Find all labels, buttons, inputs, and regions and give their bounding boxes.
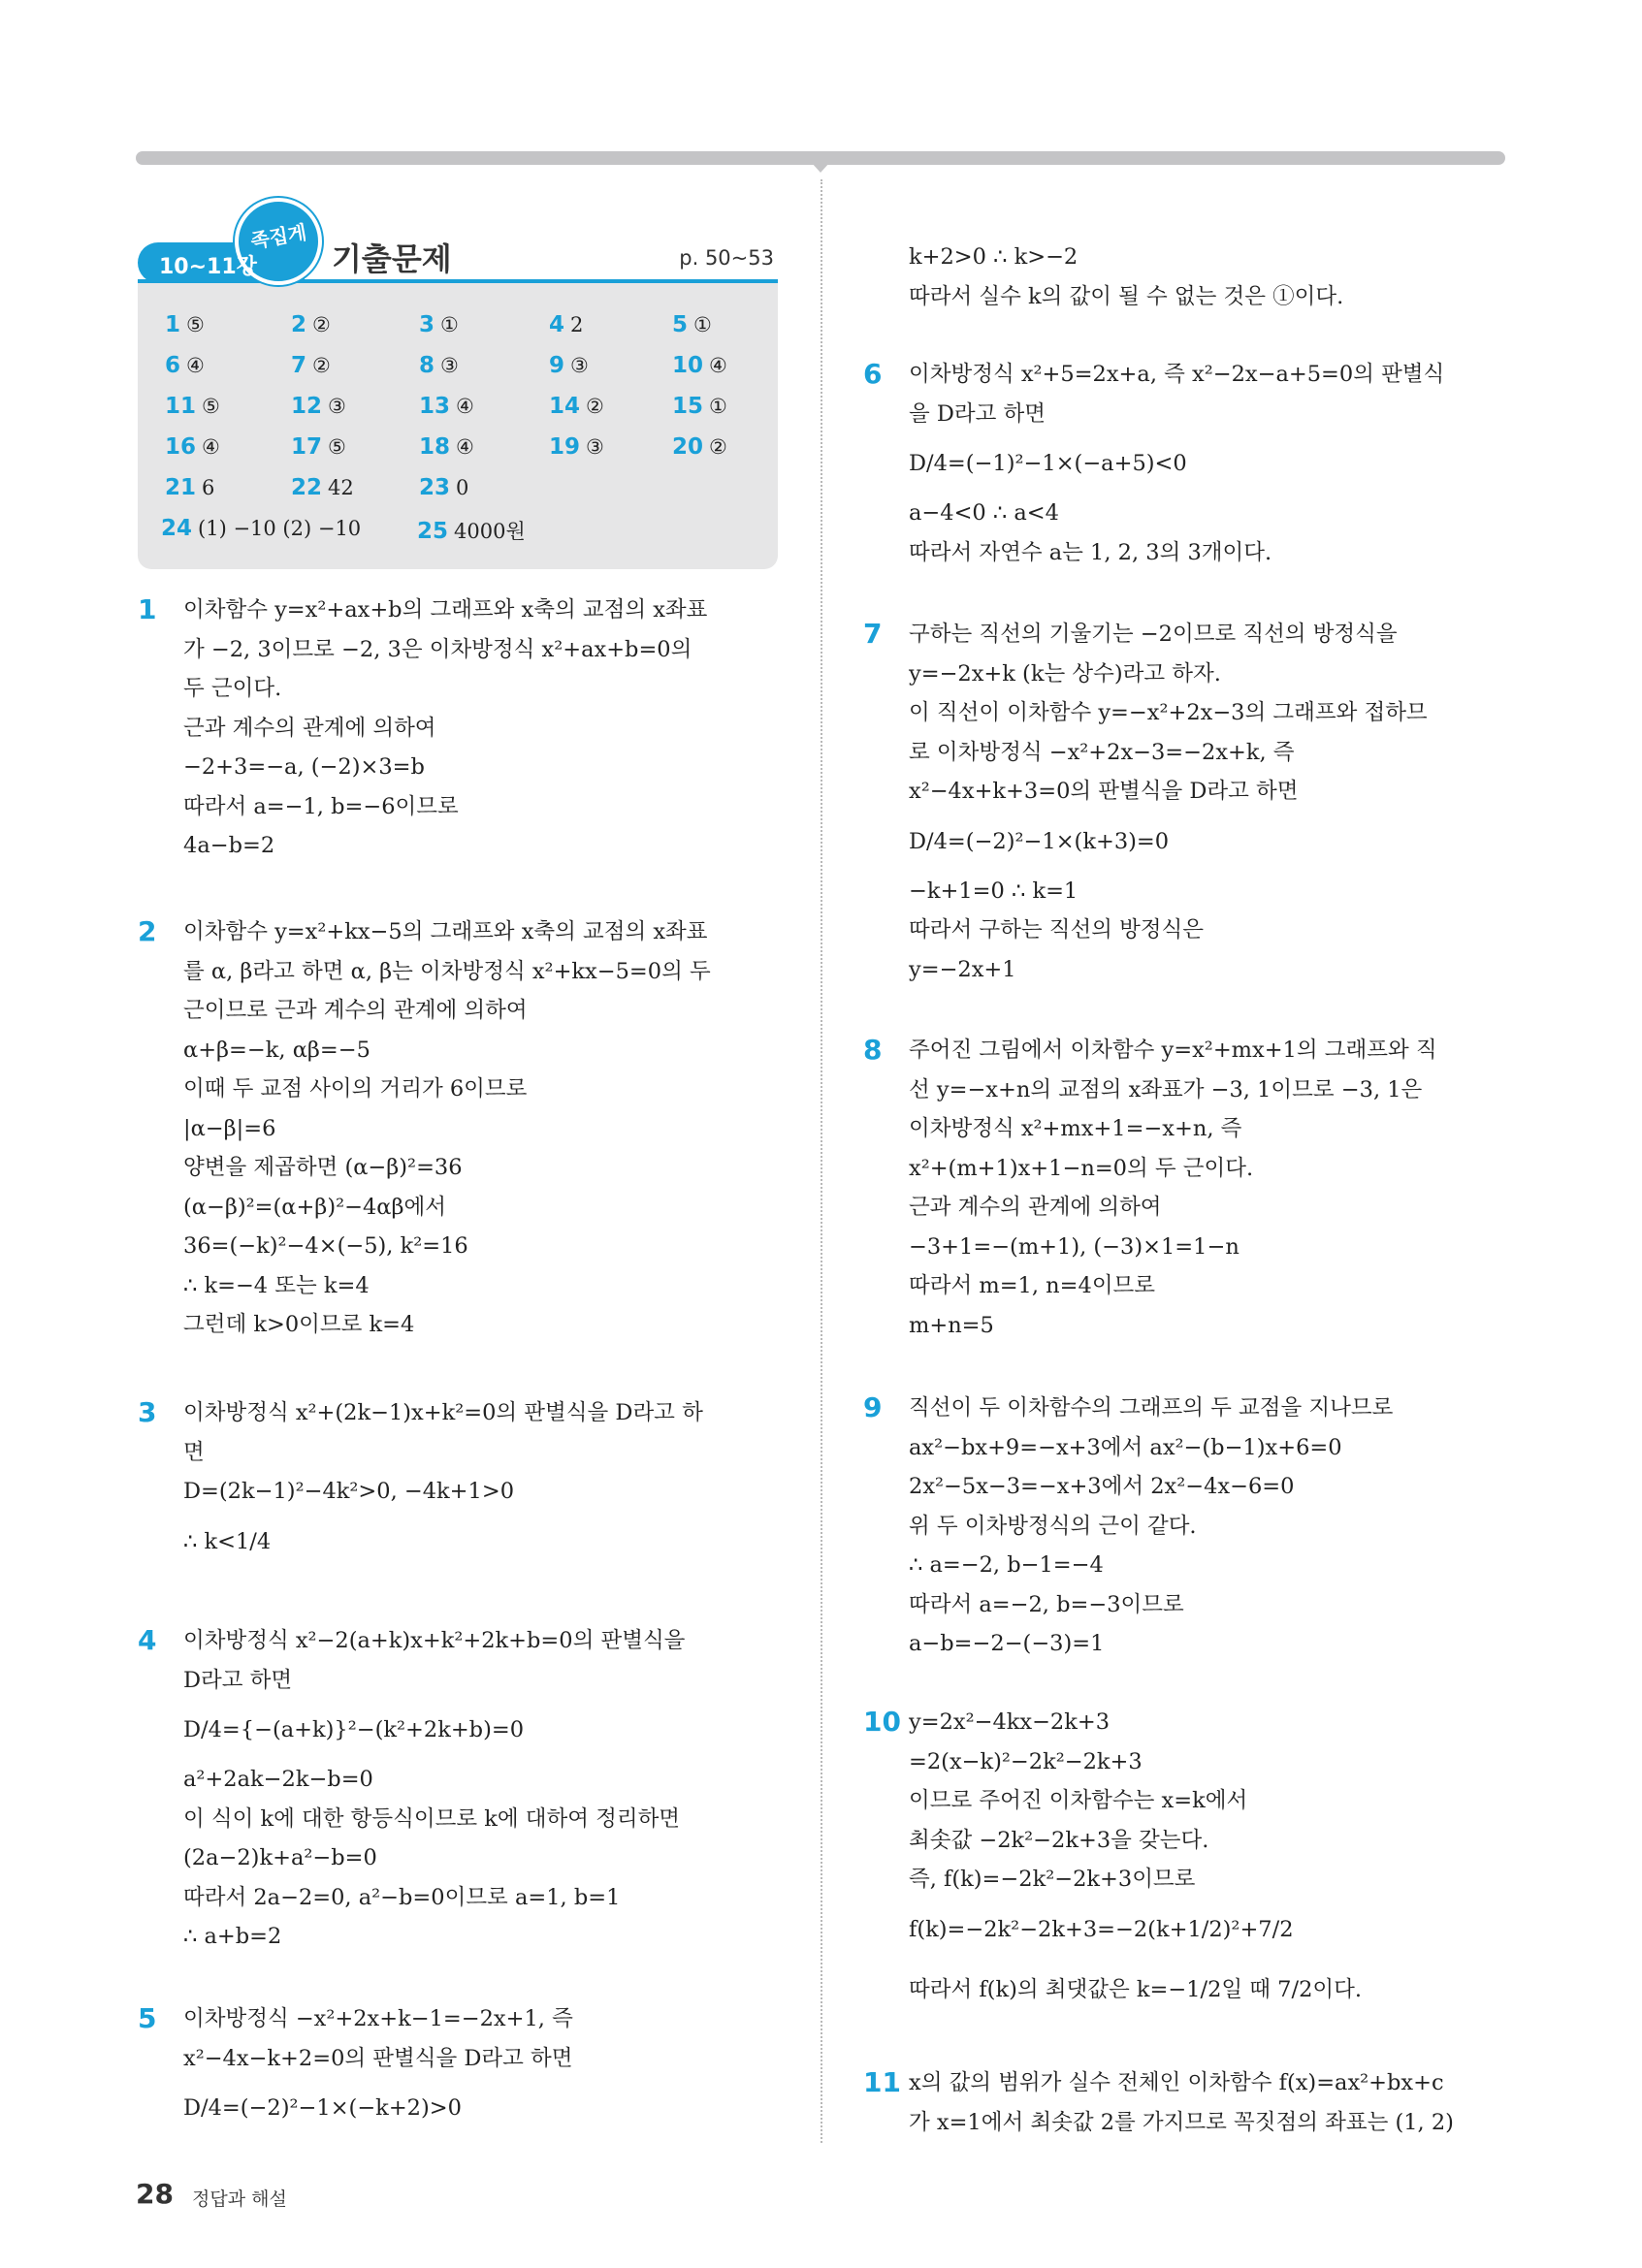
solution-body (909, 355, 1508, 572)
solution-line: 따라서 a=−2, b=−3이므로 (909, 1591, 1184, 1617)
solution-body (183, 591, 778, 866)
solution-line: D/4=(−1)²−1×(−a+5)<0 (909, 451, 1187, 476)
solution-line: 이차방정식 −x²+2x+k−1=−2x+1, 즉 (183, 2006, 573, 2031)
solution-line: D/4=(−2)²−1×(k+3)=0 (909, 828, 1170, 854)
answer-number: 24 (161, 516, 193, 541)
answer-number: 6 (165, 353, 181, 378)
solution-line: 선 y=−x+n의 교점의 x좌표가 −3, 1이므로 −3, 1은 (909, 1076, 1423, 1102)
answer-value: ① (693, 313, 712, 336)
answer-item (165, 312, 205, 337)
solution-line: ∴ a+b=2 (183, 1924, 282, 1949)
answer-value: ② (312, 354, 331, 377)
answer-item (419, 394, 474, 419)
answer-number: 20 (672, 434, 704, 460)
answer-item (549, 312, 583, 337)
answer-value: ③ (328, 395, 346, 418)
solution-line: (2a−2)k+a²−b=0 (183, 1845, 377, 1870)
solution-line: 4a−b=2 (183, 833, 275, 858)
solution-body (909, 2063, 1508, 2142)
solution-line: ∴ k=−4 또는 k=4 (183, 1272, 370, 1298)
solution-line: D/4=(−2)²−1×(−k+2)>0 (183, 2095, 462, 2121)
answer-value: 6 (202, 476, 215, 499)
answer-number: 9 (549, 353, 565, 378)
answer-item (291, 475, 354, 500)
section-header (138, 220, 778, 283)
footer-label: 정답과 해설 (192, 2188, 287, 2210)
solution-line: α+β=−k, αβ=−5 (183, 1037, 370, 1063)
answer-item (549, 353, 589, 378)
solution-line: D라고 하면 (183, 1667, 293, 1693)
solution-line: f(k)=−2k²−2k+3=−2(k+1/2)²+7/2 (909, 1916, 1294, 1942)
solution-line: 최솟값 −2k²−2k+3을 갖는다. (909, 1827, 1209, 1853)
solution-5-continued (909, 238, 1510, 316)
solution-number: 6 (863, 358, 883, 390)
answer-value: ② (312, 313, 331, 336)
solution-body (183, 1393, 778, 1572)
answer-value: ④ (709, 354, 727, 377)
solution-line: =2(x−k)²−2k²−2k+3 (909, 1748, 1143, 1774)
solution-line: a²+2ak−2k−b=0 (183, 1767, 373, 1792)
answer-number: 8 (419, 353, 435, 378)
solution-line: a−b=−2−(−3)=1 (909, 1631, 1105, 1656)
solution-body (183, 1999, 778, 2138)
solution-number: 4 (138, 1624, 157, 1656)
answer-item (291, 394, 346, 419)
solution-line: (α−β)²=(α+β)²−4αβ에서 (183, 1194, 446, 1220)
answer-item (419, 475, 468, 500)
answer-number: 7 (291, 353, 307, 378)
answer-value: ④ (186, 354, 205, 377)
answer-item (165, 353, 205, 378)
answer-value: ② (586, 395, 604, 418)
answer-item (291, 434, 346, 460)
solution-line: 이차방정식 x²+mx+1=−x+n, 즉 (909, 1116, 1242, 1141)
solution-line: 따라서 실수 k의 값이 될 수 없는 것은 ①이다. (909, 283, 1344, 309)
solution-line: 이므로 주어진 이차함수는 x=k에서 (909, 1788, 1248, 1813)
solution-line: 위 두 이차방정식의 근이 같다. (909, 1513, 1197, 1539)
answer-number: 11 (165, 394, 197, 419)
answer-value: 2 (570, 313, 584, 336)
solution-line: 이차방정식 x²+(2k−1)x+k²=0의 판별식을 D라고 하 (183, 1400, 703, 1425)
solution-line: a−4<0 ∴ a<4 (909, 500, 1059, 526)
answer-item (549, 434, 604, 460)
solution-line: D=(2k−1)²−4k²>0, −4k+1>0 (183, 1479, 515, 1504)
answer-value: ④ (456, 435, 474, 459)
badge-label: 족집게 (248, 220, 308, 253)
solution-line: 이차방정식 x²+5=2x+a, 즉 x²−2x−a+5=0의 판별식 (909, 362, 1445, 387)
answer-item (419, 353, 459, 378)
answer-number: 12 (291, 394, 323, 419)
solution-line: 따라서 a=−1, b=−6이므로 (183, 793, 459, 819)
solution-line: D/4={−(a+k)}²−(k²+2k+b)=0 (183, 1717, 525, 1742)
solution-line: y=−2x+1 (909, 956, 1016, 982)
page-reference: p. 50~53 (679, 246, 774, 270)
solution-line: 따라서 m=1, n=4이므로 (909, 1273, 1156, 1298)
solution-line: |α−β|=6 (183, 1115, 276, 1141)
solution-line: 근과 계수의 관계에 의하여 (183, 715, 436, 741)
answer-item (672, 434, 727, 460)
solution-line: x²−4x−k+2=0의 판별식을 D라고 하면 (183, 2045, 573, 2071)
answer-item (165, 394, 220, 419)
solution-line: 따라서 자연수 a는 1, 2, 3의 3개이다. (909, 539, 1272, 565)
column-divider (821, 179, 822, 2143)
solution-line: 면 (183, 1439, 205, 1465)
answer-value: ④ (202, 435, 220, 459)
solution-line: m+n=5 (909, 1312, 994, 1338)
solution-line: 가 x=1에서 최솟값 2를 가지므로 꼭짓점의 좌표는 (1, 2) (909, 2109, 1454, 2135)
solution-number: 7 (863, 618, 883, 650)
lecture-range: 10~11강 (159, 255, 257, 279)
solution-line: 이때 두 교점 사이의 거리가 6이므로 (183, 1076, 528, 1102)
top-bar-notch (801, 151, 840, 176)
solution-number: 8 (863, 1034, 883, 1066)
solution-number: 9 (863, 1391, 883, 1423)
solution-line: 즉, f(k)=−2k²−2k+3이므로 (909, 1867, 1196, 1892)
answer-item (291, 353, 331, 378)
solution-line: ∴ a=−2, b−1=−4 (909, 1552, 1104, 1578)
solution-line: 이차방정식 x²−2(a+k)x+k²+2k+b=0의 판별식을 (183, 1628, 686, 1653)
solution-line: 따라서 2a−2=0, a²−b=0이므로 a=1, b=1 (183, 1884, 621, 1910)
solution-line: 직선이 두 이차함수의 그래프의 두 교점을 지나므로 (909, 1395, 1394, 1421)
answer-value: ③ (586, 435, 604, 459)
answer-number: 3 (419, 312, 435, 337)
solution-number: 2 (138, 915, 157, 947)
answer-value: ① (709, 395, 727, 418)
solution-line: −2+3=−a, (−2)×3=b (183, 754, 425, 780)
answer-item (419, 434, 474, 460)
answer-number: 25 (417, 519, 449, 544)
solution-line: 두 근이다. (183, 676, 282, 701)
answer-item (165, 475, 214, 500)
answer-item (672, 394, 727, 419)
answer-number: 1 (165, 312, 181, 337)
solution-line: x²+(m+1)x+1−n=0의 두 근이다. (909, 1155, 1254, 1181)
answer-number: 13 (419, 394, 451, 419)
answer-value: ② (709, 435, 727, 459)
answer-value: (1) −10 (2) −10 (198, 517, 362, 540)
answer-number: 10 (672, 353, 704, 378)
solution-body (909, 1031, 1508, 1345)
solution-number: 3 (138, 1396, 157, 1428)
solution-line: k+2>0 ∴ k>−2 (909, 244, 1079, 270)
solution-body (909, 1389, 1508, 1664)
solution-line: 그런데 k>0이므로 k=4 (183, 1312, 415, 1337)
solution-line: 따라서 구하는 직선의 방정식은 (909, 917, 1205, 942)
answer-number: 15 (672, 394, 704, 419)
answer-number: 17 (291, 434, 323, 460)
solution-line: ax²−bx+9=−x+3에서 ax²−(b−1)x+6=0 (909, 1434, 1342, 1460)
answer-number: 5 (672, 312, 689, 337)
answer-value: ⑤ (328, 435, 346, 459)
answer-item (291, 312, 331, 337)
solution-line: y=−2x+k (k는 상수)라고 하자. (909, 660, 1221, 687)
solution-line: 양변을 제곱하면 (α−β)²=36 (183, 1155, 463, 1180)
solution-number: 11 (863, 2066, 901, 2098)
solution-number: 1 (138, 593, 157, 625)
solution-line: y=2x²−4kx−2k+3 (909, 1709, 1111, 1735)
answer-number: 16 (165, 434, 197, 460)
answer-item (417, 516, 526, 545)
solution-line: 따라서 f(k)의 최댓값은 k=−1/2일 때 7/2이다. (909, 1976, 1363, 2002)
solution-line: 2x²−5x−3=−x+3에서 2x²−4x−6=0 (909, 1474, 1295, 1499)
solution-line: −k+1=0 ∴ k=1 (909, 878, 1079, 904)
solution-line: 이차함수 y=x²+ax+b의 그래프와 x축의 교점의 x좌표 (183, 597, 708, 623)
answer-number: 2 (291, 312, 307, 337)
solution-line: 가 −2, 3이므로 −2, 3은 이차방정식 x²+ax+b=0의 (183, 636, 692, 662)
answer-value: ③ (570, 354, 589, 377)
answer-number: 22 (291, 475, 323, 500)
section-title: 기출문제 (332, 240, 452, 277)
answer-value: ① (440, 313, 459, 336)
solution-line: 구하는 직선의 기울기는 −2이므로 직선의 방정식을 (909, 622, 1398, 647)
solution-number: 5 (138, 2002, 157, 2034)
answer-item (672, 312, 712, 337)
solution-line: x²−4x+k+3=0의 판별식을 D라고 하면 (909, 779, 1299, 804)
solution-line: 을 D라고 하면 (909, 400, 1046, 427)
solution-line: x의 값의 범위가 실수 전체인 이차함수 f(x)=ax²+bx+c (909, 2070, 1444, 2095)
answer-number: 21 (165, 475, 197, 500)
solution-line: 주어진 그림에서 이차함수 y=x²+mx+1의 그래프와 직 (909, 1038, 1437, 1063)
answer-item (165, 434, 220, 460)
answer-value: ⑤ (186, 313, 205, 336)
solution-body (183, 912, 778, 1345)
solution-line: 근이므로 근과 계수의 관계에 의하여 (183, 998, 528, 1023)
solution-line: 이차함수 y=x²+kx−5의 그래프와 x축의 교점의 x좌표 (183, 919, 708, 944)
answer-value: 42 (328, 476, 354, 499)
solution-line: 이 식이 k에 대한 항등식이므로 k에 대하여 정리하면 (183, 1805, 681, 1832)
answer-number: 14 (549, 394, 581, 419)
answer-value: ④ (456, 395, 474, 418)
answer-number: 19 (549, 434, 581, 460)
solution-body (183, 1621, 778, 1957)
solution-line: 근과 계수의 관계에 의하여 (909, 1195, 1162, 1220)
page-number: 28 (136, 2178, 174, 2210)
answer-number: 23 (419, 475, 451, 500)
solution-body (909, 1703, 1508, 2020)
answer-item (672, 353, 727, 378)
solution-line: 이 직선이 이차함수 y=−x²+2x−3의 그래프와 접하므 (909, 700, 1428, 725)
answer-item (419, 312, 459, 337)
solution-body (909, 615, 1508, 989)
solution-line: ∴ k<1/4 (183, 1528, 272, 1554)
answer-value: 4000원 (454, 520, 526, 543)
answer-value: ⑤ (202, 395, 220, 418)
answer-item (549, 394, 604, 419)
answer-number: 4 (549, 312, 565, 337)
solution-line: −3+1=−(m+1), (−3)×1=1−n (909, 1233, 1240, 1260)
answer-number: 18 (419, 434, 451, 460)
answer-item (161, 516, 361, 541)
solution-line: 를 α, β라고 하면 α, β는 이차방정식 x²+kx−5=0의 두 (183, 958, 711, 984)
answer-value: ③ (440, 354, 459, 377)
solution-line: 36=(−k)²−4×(−5), k²=16 (183, 1233, 468, 1259)
solution-number: 10 (863, 1706, 901, 1738)
solution-line: 로 이차방정식 −x²+2x−3=−2x+k, 즉 (909, 739, 1295, 765)
answer-value: 0 (456, 476, 469, 499)
